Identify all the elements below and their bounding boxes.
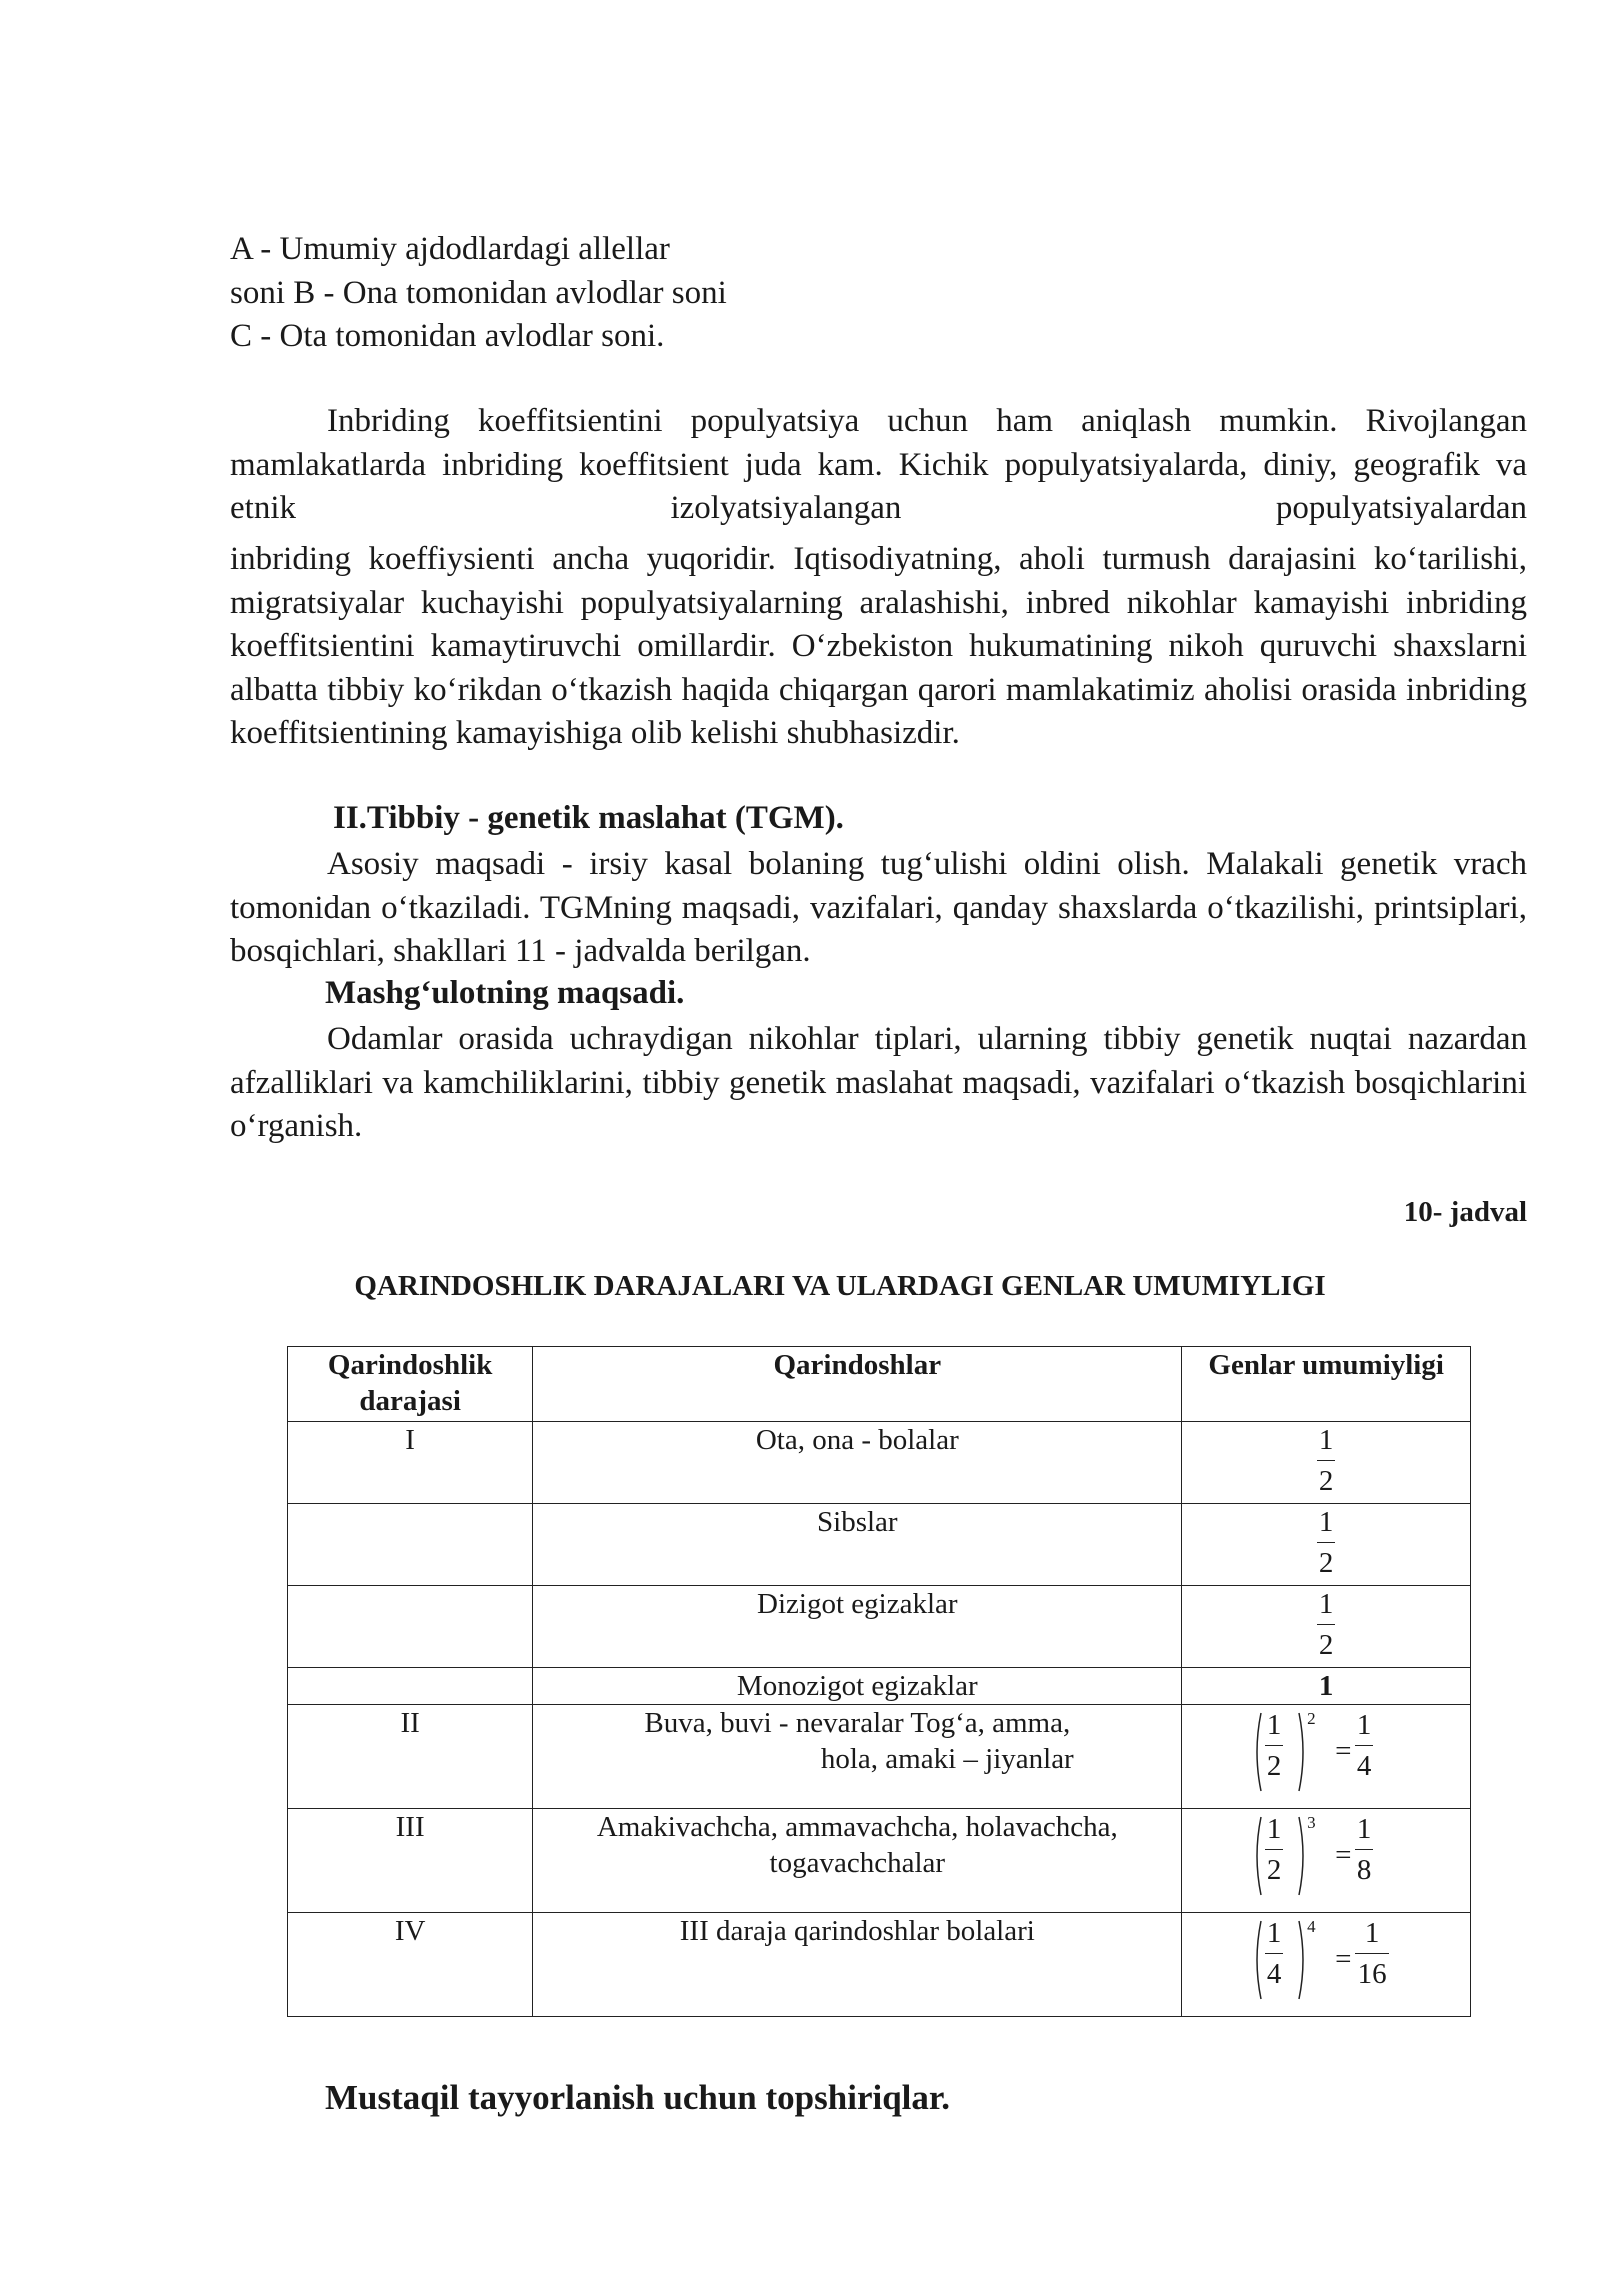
table-header-row [288,1347,1471,1422]
fraction-numerator: 1 [1266,1709,1282,1741]
fraction-numerator: 1 [1318,1424,1334,1456]
cell-relatives: Monozigot egizaklar [533,1668,1182,1705]
fraction-denominator: 2 [1318,1547,1334,1579]
header-gene-share: Genlar umumiyligi [1182,1347,1471,1422]
cell-degree: II [288,1705,533,1809]
cell-relatives [533,1705,1182,1809]
fraction-denominator: 2 [1266,1750,1282,1782]
fraction-numerator: 1 [1356,1709,1372,1741]
fraction-numerator: 1 [1266,1917,1282,1949]
table-row [288,1422,1471,1504]
cell-gene-share [1182,1504,1471,1586]
paragraph-inbreeding-bottom: inbriding koeffiysienti ancha yuqoridir. Iqtisodiyatning, aholi turmush darajasini ko‘tarilishi, migratsiyalar kuchayishi populyatsiyalarning aralashishi, inbred nikohlar kamayishi inbriding koeffitsientini kamaytiruvchi omillardir. O‘zbekiston hukumatining nikoh quruvchi shaxslarni albatta tibbiy ko‘rikdan o‘tkazish haqida chiqargan qarori mamlakatimiz aholisi orasida inbriding koeffitsientining kamayishiga olib kelishi shubhasizdir. [230,541,1527,751]
fraction-base [1265,1707,1283,1784]
fraction-result [1355,1707,1373,1784]
fraction-numerator: 1 [1266,1813,1282,1845]
fraction-result [1355,1915,1389,1992]
fraction-base [1265,1915,1283,1992]
kinship-table [287,1346,1471,2017]
paragraph-tgm: Asosiy maqsadi - irsiy kasal bolaning tug‘ulishi oldini olish. Malakali genetik vrach tomonidan o‘tkaziladi. TGMning maqsadi, vazifalari, qanday shaxslarda o‘tkazilishi, printsiplari, bosqichlari, shakllari 11 - jadvalda berilgan. [230,846,1527,969]
paragraph-lesson-goal: Odamlar orasida uchraydigan nikohlar tiplari, ularning tibbiy genetik nuqtai nazardan afzalliklari va kamchiliklarini, tibbiy genetik maslahat maqsadi, vazifalari o‘tkazish bosqichlarini o‘rganish. [230,1021,1527,1144]
self-study-heading: Mustaqil tayyorlanish uchun topshiriqlar. [325,2078,950,2117]
table-row [288,1586,1471,1668]
table-title: QARINDOSHLIK DARAJALARI VA ULARDAGI GENLAR UMUMIYLIGI [354,1270,1326,1302]
table-row [288,1668,1471,1705]
exponent: 3 [1307,1813,1316,1832]
cell-relatives: Dizigot egizaklar [533,1586,1182,1668]
fraction-numerator: 1 [1318,1588,1334,1620]
fraction-numerator: 1 [1364,1917,1380,1949]
legend-lines [230,228,727,359]
fraction [1317,1422,1335,1499]
relatives-line: Buva, buvi - nevaralar Tog‘a, amma, [644,1707,1071,1739]
cell-gene-share [1182,1586,1471,1668]
fraction-denominator: 8 [1356,1854,1372,1886]
fraction-base [1265,1811,1283,1888]
cell-degree: I [288,1422,533,1504]
power-expression [1251,1707,1401,1799]
cell-degree [288,1504,533,1586]
heading-lesson-goal: Mashg‘ulotning maqsadi. [325,975,685,1011]
cell-gene-share: 1 [1182,1668,1471,1705]
fraction-numerator: 1 [1318,1506,1334,1538]
fraction-denominator: 16 [1357,1958,1387,1990]
cell-gene-share [1182,1809,1471,1913]
header-relatives: Qarindoshlar [533,1347,1182,1422]
table-row [288,1809,1471,1913]
heading-tgm: II.Tibbiy - genetik maslahat (TGM). [333,800,844,836]
table-row [288,1913,1471,2017]
legend-line-c: C - Ota tomonidan avlodlar soni. [230,318,665,354]
paragraph-inbreeding-top: Inbriding koeffitsientini populyatsiya uchun ham aniqlash mumkin. Rivojlangan mamlakatlarda inbriding koeffitsient juda kam. Kichik populyatsiyalarda, diniy, geografik va etnik izolyatsiyalangan populyatsiyalardan [230,403,1527,526]
relatives-line: Amakivachcha, ammavachcha, holavachcha, [596,1811,1118,1843]
exponent: 2 [1307,1709,1316,1728]
cell-gene-share [1182,1422,1471,1504]
equals-sign: = [1335,1735,1352,1767]
power-expression [1251,1915,1401,2007]
cell-relatives [533,1809,1182,1913]
cell-degree [288,1586,533,1668]
legend-line-a: A - Umumiy ajdodlardagi allellar [230,231,670,267]
table-row [288,1705,1471,1809]
table-row [288,1504,1471,1586]
equals-sign: = [1335,1839,1352,1871]
legend-line-b: soni B - Ona tomonidan avlodlar soni [230,274,727,311]
cell-degree: IV [288,1913,533,2017]
equals-sign: = [1335,1943,1352,1975]
fraction-denominator: 4 [1356,1750,1372,1782]
table-number-label: 10- jadval [1403,1196,1527,1228]
fraction-denominator: 2 [1318,1629,1334,1661]
exponent: 4 [1307,1917,1316,1936]
fraction [1317,1586,1335,1663]
cell-relatives: III daraja qarindoshlar bolalari [533,1913,1182,2017]
power-expression [1251,1811,1401,1903]
fraction-numerator: 1 [1356,1813,1372,1845]
fraction-denominator: 2 [1318,1465,1334,1497]
fraction-denominator: 4 [1266,1958,1282,1990]
relatives-line: togavachchalar [769,1847,946,1879]
header-degree: Qarindoshlik darajasi [288,1347,533,1422]
cell-relatives: Sibslar [533,1504,1182,1586]
cell-degree [288,1668,533,1705]
relatives-line: hola, amaki – jiyanlar [820,1743,1074,1775]
cell-relatives: Ota, ona - bolalar [533,1422,1182,1504]
fraction-denominator: 2 [1266,1854,1282,1886]
cell-gene-share [1182,1913,1471,2017]
cell-degree: III [288,1809,533,1913]
cell-gene-share [1182,1705,1471,1809]
fraction-result [1355,1811,1373,1888]
fraction [1317,1504,1335,1581]
